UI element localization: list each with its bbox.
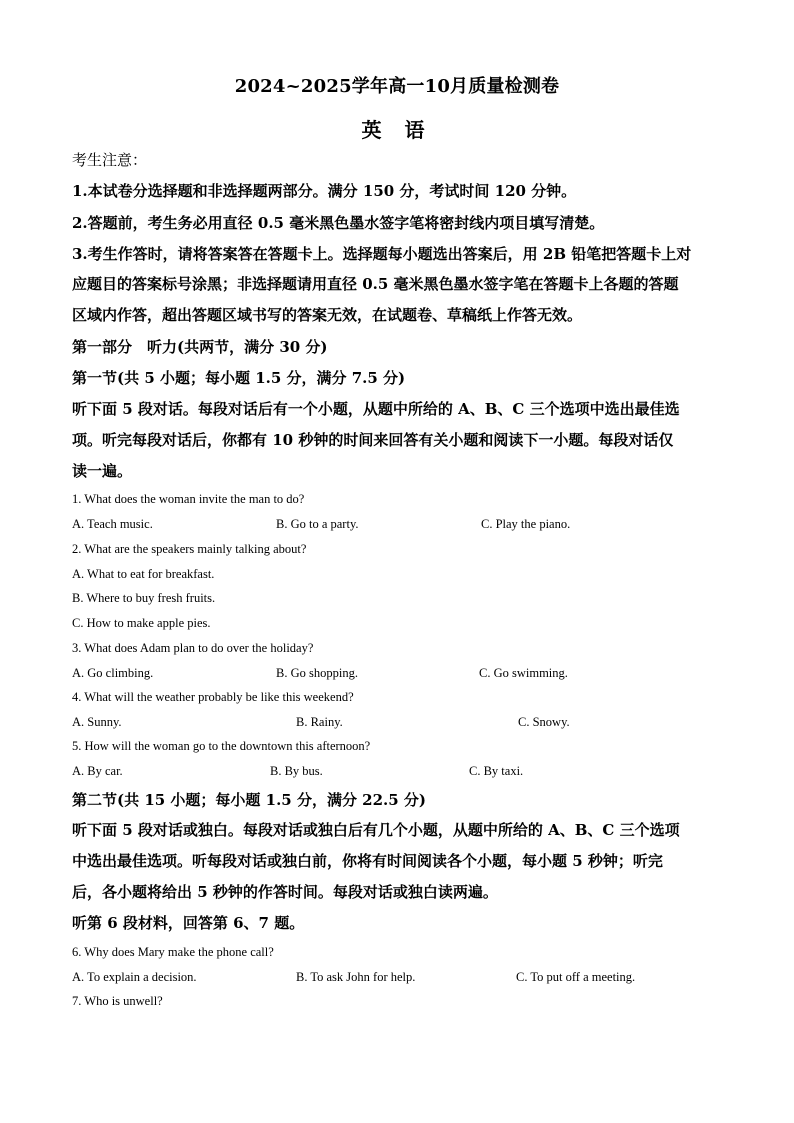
subject-title: 英 语: [361, 118, 433, 142]
question-1-option-c: C. Play the piano.: [481, 517, 571, 531]
notice-line-3: 3.考生作答时，请将答案答在答题卡上。选择题每小题选出答案后，用 2B 铅笔把答题卡上对: [72, 245, 692, 263]
question-3-option-c: C. Go swimming.: [479, 666, 568, 680]
notice-line-4: 应题目的答案标号涂黑；非选择题请用直径 0.5 毫米黑色墨水签字笔在答题卡上各题的答题: [72, 275, 679, 293]
question-2-option-a: A. What to eat for breakfast.: [72, 567, 215, 581]
notice-heading: 考生注意：: [72, 151, 148, 169]
notice-line-1: 1.本试卷分选择题和非选择题两部分。满分 150 分，考试时间 120 分钟。: [72, 182, 577, 200]
question-6-option-b: B. To ask John for help.: [296, 970, 416, 984]
section2-heading: 第二节(共 15 小题；每小题 1.5 分，满分 22.5 分): [72, 791, 427, 809]
section2-instruction-3: 后，各小题将给出 5 秒钟的作答时间。每段对话或独白读两遍。: [72, 883, 498, 901]
question-2-stem: 2. What are the speakers mainly talking about?: [72, 542, 307, 556]
section2-instruction-2: 中选出最佳选项。听每段对话或独白前，你将有时间阅读各个小题，每小题 5 秒钟；听完: [72, 852, 663, 870]
document-title: 2024~2025学年高一10月质量检测卷: [234, 76, 560, 97]
material-6-instruction: 听第 6 段材料，回答第 6、7 题。: [72, 914, 305, 932]
question-4-option-a: A. Sunny.: [72, 715, 122, 729]
question-3-option-a: A. Go climbing.: [72, 666, 154, 680]
question-3-option-b: B. Go shopping.: [276, 666, 358, 680]
question-7-stem: 7. Who is unwell?: [72, 994, 163, 1008]
section1-instruction-2: 项。听完每段对话后，你都有 10 秒钟的时间来回答有关小题和阅读下一小题。每段对话仅: [72, 431, 674, 449]
question-4-option-c: C. Snowy.: [518, 715, 570, 729]
question-1-stem: 1. What does the woman invite the man to do?: [72, 492, 305, 506]
question-5-option-c: C. By taxi.: [469, 764, 524, 778]
section1-instruction-1: 听下面 5 段对话。每段对话后有一个小题，从题中所给的 A、B、C 三个选项中选出最佳选: [72, 400, 680, 418]
question-3-stem: 3. What does Adam plan to do over the holiday?: [72, 641, 314, 655]
section2-instruction-1: 听下面 5 段对话或独白。每段对话或独白后有几个小题，从题中所给的 A、B、C 三个选项: [72, 821, 680, 839]
question-6-option-c: C. To put off a meeting.: [516, 970, 636, 984]
section1-heading: 第一节(共 5 小题；每小题 1.5 分，满分 7.5 分): [72, 369, 406, 387]
question-1-option-b: B. Go to a party.: [276, 517, 359, 531]
question-6-option-a: A. To explain a decision.: [72, 970, 197, 984]
question-5-stem: 5. How will the woman go to the downtown this afternoon?: [72, 739, 371, 753]
question-4-stem: 4. What will the weather probably be like this weekend?: [72, 690, 354, 704]
question-4-option-b: B. Rainy.: [296, 715, 343, 729]
question-5-option-b: B. By bus.: [270, 764, 323, 778]
question-6-stem: 6. Why does Mary make the phone call?: [72, 945, 274, 959]
section1-instruction-3: 读一遍。: [72, 462, 133, 480]
part1-heading: 第一部分 听力(共两节，满分 30 分): [72, 338, 328, 356]
question-1-option-a: A. Teach music.: [72, 517, 153, 531]
question-5-option-a: A. By car.: [72, 764, 123, 778]
question-2-option-b: B. Where to buy fresh fruits.: [72, 591, 216, 605]
question-2-option-c: C. How to make apple pies.: [72, 616, 211, 630]
notice-line-2: 2.答题前，考生务必用直径 0.5 毫米黑色墨水签字笔将密封线内项目填写清楚。: [72, 214, 605, 232]
notice-line-5: 区域内作答，超出答题区域书写的答案无效，在试题卷、草稿纸上作答无效。: [72, 306, 583, 324]
